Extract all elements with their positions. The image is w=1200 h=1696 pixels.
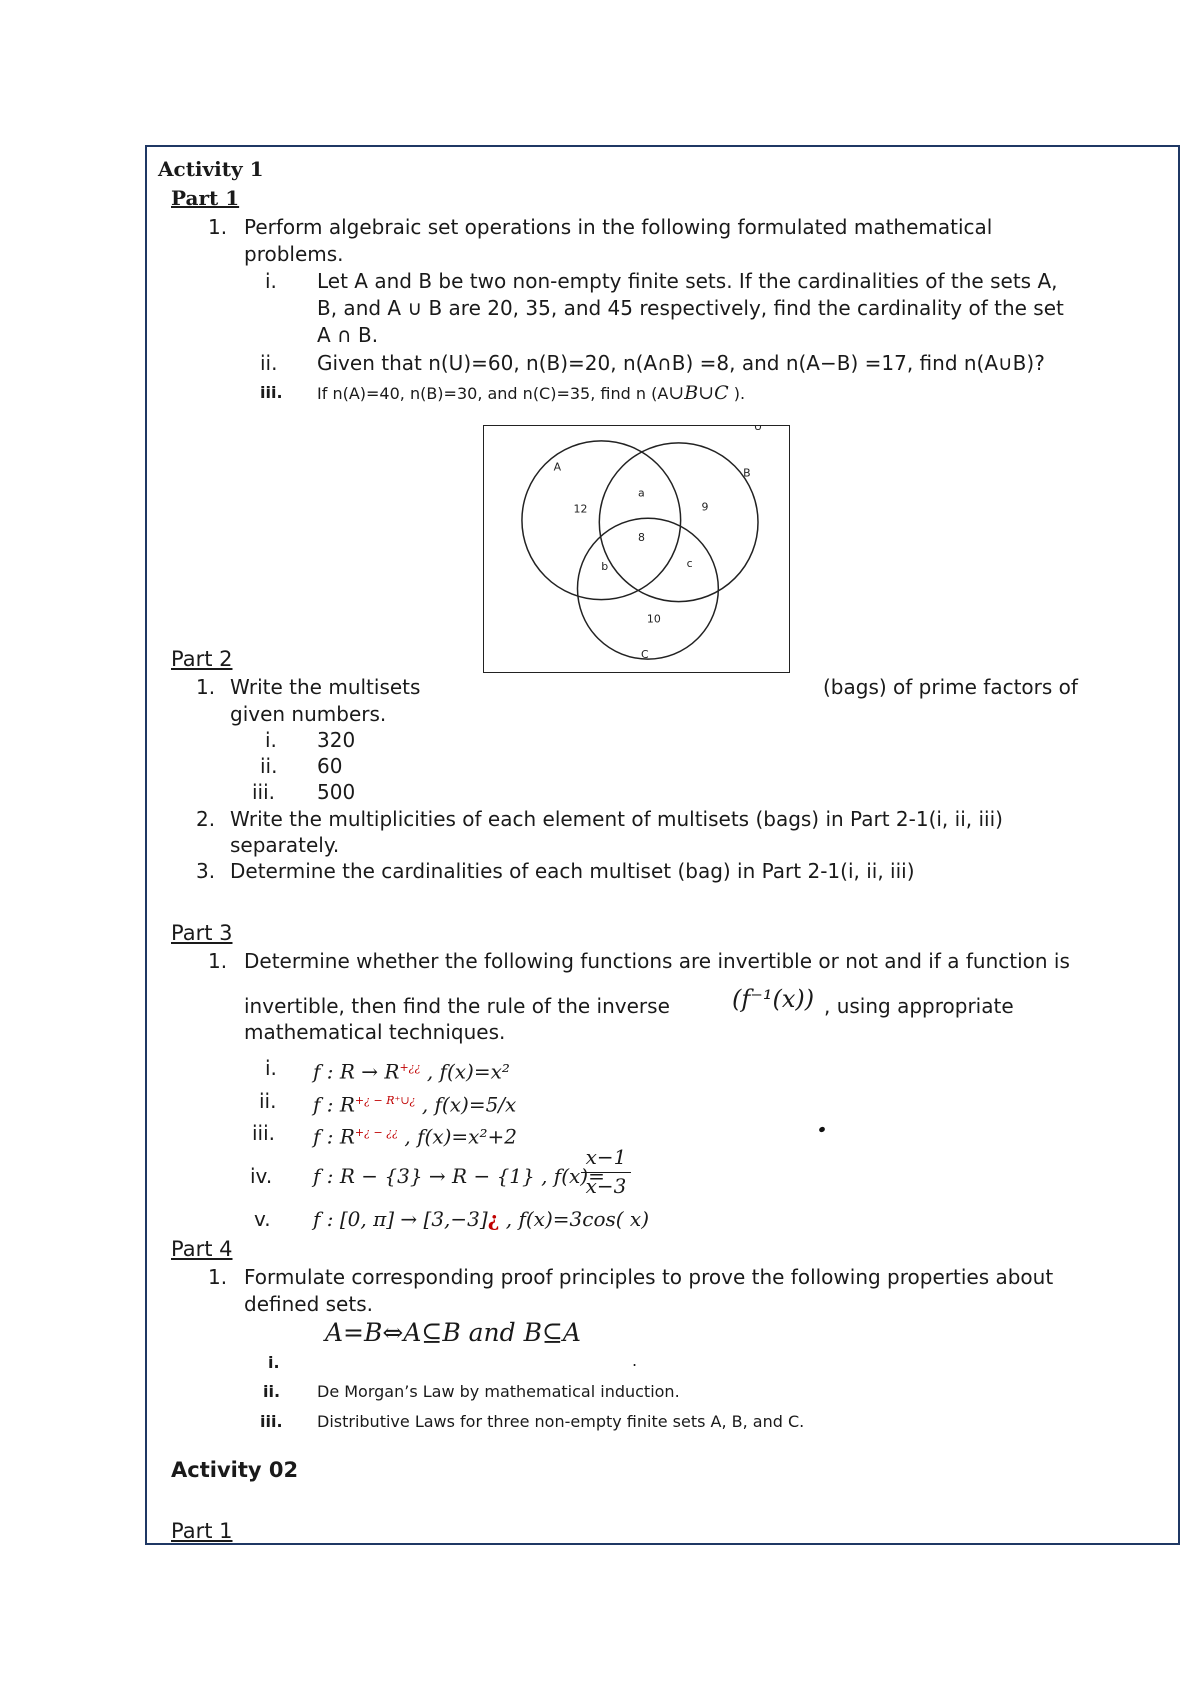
venn-label-c: C <box>640 648 649 662</box>
part4-iii-number: iii. <box>260 1412 283 1431</box>
part1-i-number: i. <box>265 269 277 293</box>
part2-q1-line2: given numbers. <box>230 702 387 726</box>
fraction-denominator: x−3 <box>585 1174 627 1198</box>
activity1-title: Activity 1 <box>158 157 264 181</box>
set-a-circle <box>522 441 681 600</box>
part2-item-number: ii. <box>260 754 278 778</box>
venn-label-u: U <box>754 426 763 433</box>
part3-item-number: i. <box>265 1056 277 1080</box>
function-item: f : R → R+¿¿ , f(x)=x² <box>313 1059 510 1084</box>
venn-region-only-c: 10 <box>646 612 661 626</box>
part2-q2-line2: separately. <box>230 833 340 857</box>
part2-q1-line1b: (bags) of prime factors of <box>823 675 1078 699</box>
part3-q1-number: 1. <box>208 949 228 973</box>
part1-title: Part 1 <box>171 186 240 210</box>
venn-label-a: A <box>553 460 562 474</box>
venn-region-only-a: 12 <box>573 502 588 516</box>
activity2-part1-title: Part 1 <box>171 1519 233 1543</box>
venn-region-b-c: c <box>686 556 693 570</box>
part1-q1-number: 1. <box>208 215 228 239</box>
venn-diagram <box>483 425 790 673</box>
part2-q1-number: 1. <box>196 675 216 699</box>
part3-q1-line2a: invertible, then find the rule of the inverse <box>244 994 670 1018</box>
part1-q1-line1: Perform algebraic set operations in the following formulated mathematical <box>244 215 993 239</box>
part2-title: Part 2 <box>171 647 233 671</box>
fraction-numerator: x−1 <box>585 1145 627 1169</box>
part1-iii-number: iii. <box>260 383 283 402</box>
part4-ii-number: ii. <box>263 1382 281 1401</box>
part1-ii-text: Given that n(U)=60, n(B)=20, n(A∩B) =8, and n(A−B) =17, find n(A∪B)? <box>317 351 1045 375</box>
part2-q2-number: 2. <box>196 807 216 831</box>
part2-q3-text: Determine the cardinalities of each multiset (bag) in Part 2-1(i, ii, iii) <box>230 859 915 883</box>
part1-i-line1: Let A and B be two non-empty finite sets. If the cardinalities of the sets A, <box>317 269 1058 293</box>
venn-region-center: 8 <box>637 531 645 545</box>
venn-region-a-c: b <box>601 559 609 573</box>
part3-q1-line2b: , using appropriate <box>824 994 1014 1018</box>
set-c-circle <box>577 518 718 662</box>
part3-title: Part 3 <box>171 921 233 945</box>
part1-i-line3: A ∩ B. <box>317 323 379 347</box>
part4-iii-text: Distributive Laws for three non-empty finite sets A, B, and C. <box>317 1412 805 1431</box>
part3-item-number: ii. <box>259 1089 277 1113</box>
part4-q1-number: 1. <box>208 1265 228 1289</box>
part1-ii-number: ii. <box>260 351 278 375</box>
set-equality-formula: A=B⇔A⊆B and B⊆A <box>325 1318 581 1347</box>
part2-q1-line1a: Write the multisets <box>230 675 421 699</box>
part3-q1-line3: mathematical techniques. <box>244 1020 506 1044</box>
fraction-bar <box>581 1172 631 1173</box>
venn-label-b: B <box>743 466 751 480</box>
part4-i-number: i. <box>268 1353 280 1372</box>
part4-q1-line1: Formulate corresponding proof principles to prove the following properties about <box>244 1265 1054 1289</box>
inverse-notation: (f⁻¹(x)) <box>732 985 815 1013</box>
venn-region-a-b: a <box>637 486 645 500</box>
part2-item-value: 500 <box>317 780 356 804</box>
part3-item-number: iv. <box>250 1164 273 1188</box>
part1-i-line2: B, and A ∪ B are 20, 35, and 45 respectively, find the cardinality of the set <box>317 296 1064 320</box>
venn-region-only-b: 9 <box>701 500 709 514</box>
part2-item-number: iii. <box>252 780 276 804</box>
function-item: f : R+¿ − ¿¿ , f(x)=x²+2 <box>313 1124 517 1149</box>
part2-q3-number: 3. <box>196 859 216 883</box>
part3-q1-line1: Determine whether the following functions are invertible or not and if a function is <box>244 949 1070 973</box>
function-item: f : $R^{+¿ - R^+\cup¿}$ , f(x)=5/x <box>313 1092 517 1117</box>
part2-item-value: 320 <box>317 728 356 752</box>
part3-item-number: iii. <box>252 1121 276 1145</box>
part1-q1-line2: problems. <box>244 242 344 266</box>
part4-ii-text: De Morgan’s Law by mathematical induction. <box>317 1382 680 1401</box>
part3-item-number: v. <box>254 1207 271 1231</box>
part2-item-number: i. <box>265 728 277 752</box>
function-item: f : R − {3} → R − {1} , f(x)= <box>313 1164 605 1188</box>
part2-q2-line1: Write the multiplicities of each element of multisets (bags) in Part 2-1(i, ii, iii) <box>230 807 1003 831</box>
part2-item-value: 60 <box>317 754 343 778</box>
part4-q1-line2: defined sets. <box>244 1292 373 1316</box>
part4-title: Part 4 <box>171 1237 233 1261</box>
function-item: f : [0, π] → [3,−3]¿ , f(x)=3cos( x) <box>313 1207 649 1231</box>
activity2-title: Activity 02 <box>171 1458 299 1482</box>
part1-iii-text: If n(A)=40, n(B)=30, and n(C)=35, find n (A∪B∪C ). <box>317 382 746 404</box>
part4-i-dot: . <box>632 1351 638 1370</box>
